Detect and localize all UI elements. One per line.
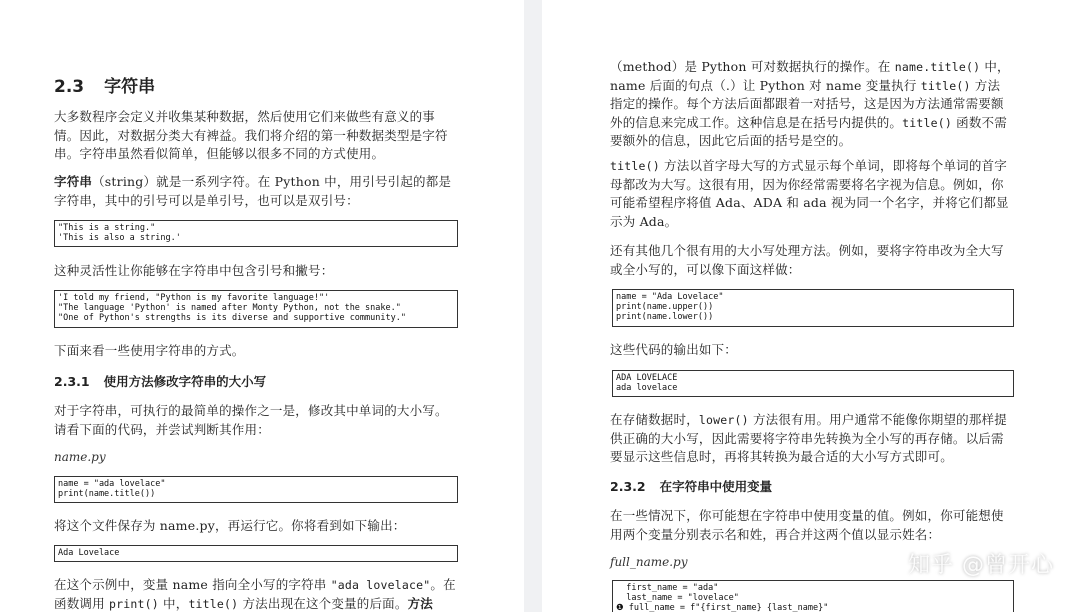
string-definition-paragraph <box>54 173 454 210</box>
inline-code: name.title() <box>894 60 981 74</box>
inline-code: title() <box>610 159 660 173</box>
left-page <box>0 0 524 612</box>
text-run: 中， <box>158 595 189 611</box>
text-run: 方法指定的操作。每个方法后面都跟着一对括号，这是因为方法通常需要额外的信息来完成工作。这种信息是在括号内提供的。 <box>610 77 1004 130</box>
string-definition-text: （string）就是一系列字符。在 Python 中，用引号引起的都是字符串，其中的引号可以是单引号，也可以是双引号： <box>54 174 452 208</box>
inline-code: "ada lovelace" <box>330 578 431 592</box>
section-heading <box>54 72 155 97</box>
right-page <box>542 0 1080 612</box>
case-methods-paragraph: 还有其他几个很有用的大小写处理方法。例如，要将字符串改为全大写或全小写的，可以像下面这样做： <box>610 243 1004 277</box>
quotes-paragraph: 这种灵活性让你能够在字符串中包含引号和撇号： <box>54 263 334 278</box>
inline-code: print() <box>108 596 159 611</box>
method-explanation-paragraph <box>54 576 459 612</box>
text-run: 。在函数调用 <box>54 577 456 611</box>
text-run: 在这个示例中，变量 name 指向全小写的字符串 <box>54 577 331 592</box>
inline-code: title() <box>902 115 952 130</box>
subsection-title: 在字符串中使用变量 <box>659 479 773 494</box>
subsection-title: 使用方法修改字符串的大小写 <box>103 374 267 389</box>
text-run: 方法以首字母大写的方式显示每个单词，即将每个单词的首字母都改为大写。这很有用，因为你经常需要将名字视为信息。例如，你可能希望程序将值 Ada、ADA 和 ada 视为同一个名字，并将它们都显示为 Ada。 <box>610 158 1009 229</box>
text-run: 方法出现在这个变量的后面。 <box>238 595 408 611</box>
text-run: 函数不需要额外的信息，因此它后面的括号是空的。 <box>610 114 1007 148</box>
subsection-number: 2.3.2 <box>610 479 646 494</box>
usage-intro-paragraph: 下面来看一些使用字符串的方式。 <box>54 343 245 358</box>
text-run: 在存储数据时， <box>610 412 699 427</box>
text-run: 中，name 后面的句点（.）让 Python 对 name 变量执行 <box>610 59 1010 93</box>
case-paragraph: 对于字符串，可执行的最简单的操作之一是，修改其中单词的大小写。请看下面的代码，并尝试判断其作用： <box>54 403 448 437</box>
section-title: 字符串 <box>104 77 156 97</box>
text-run: （method）是 Python 可对数据执行的操作。在 <box>610 59 895 74</box>
variables-paragraph: 在一些情况下，你可能想在字符串中使用变量的值。例如，你可能想使用两个变量分别表示名和姓，再合并这两个值以显示姓名： <box>610 508 1004 542</box>
method-term: 方法 <box>407 595 433 611</box>
save-run-paragraph: 将这个文件保存为 name.py，再运行它。你将看到如下输出： <box>54 518 406 533</box>
code-block-name-py: name = "ada lovelace" print(name.title()) <box>54 476 458 503</box>
page-gutter <box>524 0 542 612</box>
inline-code: lower() <box>698 413 749 427</box>
subsection-heading-variables <box>610 477 772 495</box>
section-number: 2.3 <box>54 77 85 97</box>
text-run: 方法很有用。用户通常不能像你期望的那样提供正确的大小写，因此需要将字符串先转换为全小写的再存储。以后需要显示这些信息时，再将其转换为最合适的大小写方式即可。 <box>610 412 1007 464</box>
zhihu-watermark: 知乎 @曾开心 <box>908 553 1054 578</box>
inline-code: title() <box>920 78 971 93</box>
method-continuation-paragraph <box>610 58 1010 151</box>
subsection-heading-case <box>54 372 266 390</box>
filename-label: full_name.py <box>610 555 688 569</box>
inline-code: title() <box>188 596 239 611</box>
intro-paragraph: 大多数程序会定义并收集某种数据，然后使用它们来做些有意义的事情。因此，对数据分类大有裨益。我们将介绍的第一种数据类型是字符串。字符串虽然看似简单，但能够以很多不同的方式使用。 <box>54 109 448 161</box>
code-block-quotes-examples: 'I told my friend, "Python is my favorite language!"' "The language 'Python' is named after Monty Python, not the snake." "One of Python's strengths is its diverse and supportive community." <box>54 290 458 328</box>
string-term: 字符串 <box>54 174 93 189</box>
code-block-case-output: ADA LOVELACE ada lovelace <box>612 370 1014 397</box>
code-block-full-name-py: first_name = "ada" last_name = "lovelace" ❶ full_name = f"{first_name} {last_name}" <box>612 580 1014 612</box>
title-method-paragraph <box>610 157 1010 231</box>
filename-label: name.py <box>54 450 106 464</box>
code-block-upper-lower: name = "Ada Lovelace" print(name.upper()) print(name.lower()) <box>612 289 1014 327</box>
code-block-string-examples: "This is a string." 'This is also a string.' <box>54 220 458 247</box>
output-intro-paragraph: 这些代码的输出如下： <box>610 342 738 357</box>
lower-method-paragraph <box>610 411 1010 467</box>
subsection-number: 2.3.1 <box>54 374 90 389</box>
code-block-output: Ada Lovelace <box>54 545 458 562</box>
